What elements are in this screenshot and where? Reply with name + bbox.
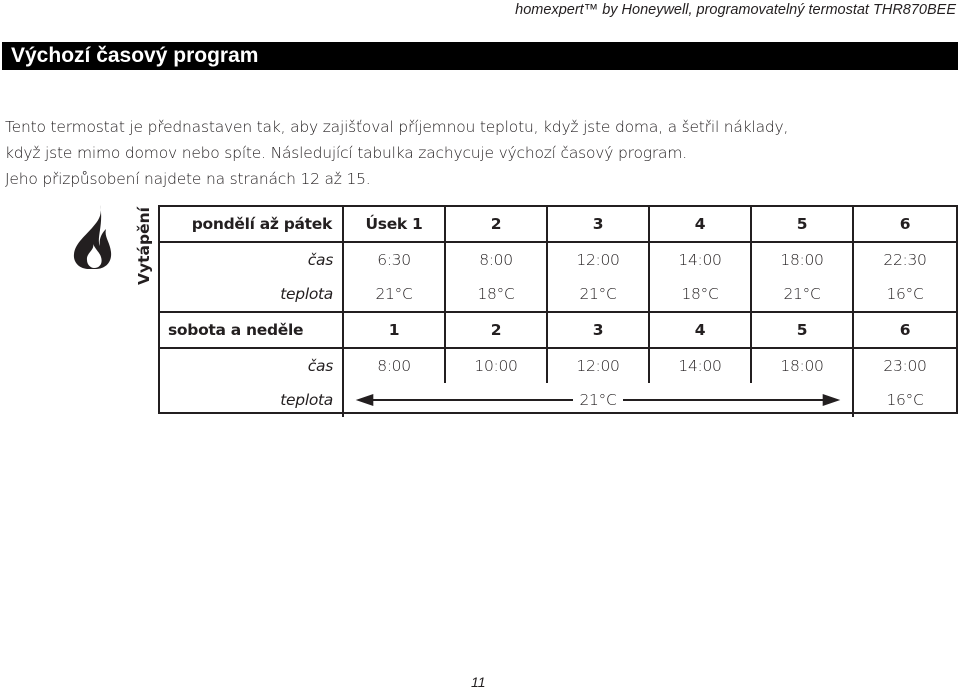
weekend-temp-6: 16°C	[853, 383, 956, 417]
weekday-temp-label: teplota	[280, 285, 333, 303]
schedule-table	[158, 205, 958, 414]
weekend-time-3: 12:00	[547, 348, 649, 383]
intro-line-3: Jeho přizpůsobení najdete na stranách 12 až 15.	[5, 170, 371, 188]
weekday-temp-1: 21°C	[343, 277, 445, 312]
weekday-time-2: 8:00	[445, 242, 547, 277]
weekend-temp-label: teplota	[280, 391, 333, 409]
weekday-period-3: 3	[547, 207, 649, 242]
weekend-period-1: 1	[343, 312, 445, 348]
weekend-temp-span	[343, 383, 853, 417]
weekday-period-2: 2	[445, 207, 547, 242]
weekend-period-3: 3	[547, 312, 649, 348]
weekend-period-4: 4	[649, 312, 751, 348]
weekday-time-label: čas	[160, 242, 343, 277]
header-brand: homexpert™ by Honeywell, programovatelný termostat THR870BEE	[515, 2, 956, 18]
weekend-period-2: 2	[445, 312, 547, 348]
intro-text	[5, 114, 905, 192]
weekend-time-2: 10:00	[445, 348, 547, 383]
weekday-period-6: 6	[853, 207, 956, 242]
weekday-time-1: 6:30	[343, 242, 445, 277]
weekend-period-6: 6	[853, 312, 956, 348]
weekday-temp-row	[160, 277, 956, 312]
weekend-time-1: 8:00	[343, 348, 445, 383]
weekend-time-row	[160, 348, 956, 383]
weekday-time-6: 22:30	[853, 242, 956, 277]
weekend-period-5: 5	[751, 312, 853, 348]
weekday-period-1: Úsek 1	[343, 207, 445, 242]
page-number: 11	[471, 674, 486, 690]
weekday-temp-2: 18°C	[445, 277, 547, 312]
weekday-header-row	[160, 207, 956, 242]
weekday-time-3: 12:00	[547, 242, 649, 277]
weekend-time-5: 18:00	[751, 348, 853, 383]
intro-line-1: Tento termostat je přednastaven tak, aby zajišťoval příjemnou teplotu, když jste doma, a šetřil náklady,	[5, 118, 789, 136]
weekday-period-4: 4	[649, 207, 751, 242]
weekend-time-6: 23:00	[853, 348, 956, 383]
weekend-header-row	[160, 312, 956, 348]
weekend-time-label: čas	[160, 348, 343, 383]
weekday-temp-6: 16°C	[853, 277, 956, 312]
weekend-time-4: 14:00	[649, 348, 751, 383]
intro-line-2: když jste mimo domov nebo spíte. Následující tabulka zachycuje výchozí časový program.	[5, 144, 687, 162]
weekend-temp-value: 21°C	[573, 391, 622, 409]
flame-icon	[70, 204, 114, 270]
heating-label-text: Vytápění	[135, 207, 153, 285]
weekday-time-4: 14:00	[649, 242, 751, 277]
heating-label	[128, 206, 160, 286]
weekend-label: sobota a neděle	[160, 312, 343, 348]
weekday-time-5: 18:00	[751, 242, 853, 277]
weekend-temp-row	[160, 383, 956, 417]
weekday-time-row	[160, 242, 956, 277]
weekday-period-5: 5	[751, 207, 853, 242]
weekday-temp-5: 21°C	[751, 277, 853, 312]
weekday-temp-3: 21°C	[547, 277, 649, 312]
page-title: Výchozí časový program	[2, 42, 958, 70]
weekday-temp-4: 18°C	[649, 277, 751, 312]
weekday-label: pondělí až pátek	[191, 215, 332, 233]
